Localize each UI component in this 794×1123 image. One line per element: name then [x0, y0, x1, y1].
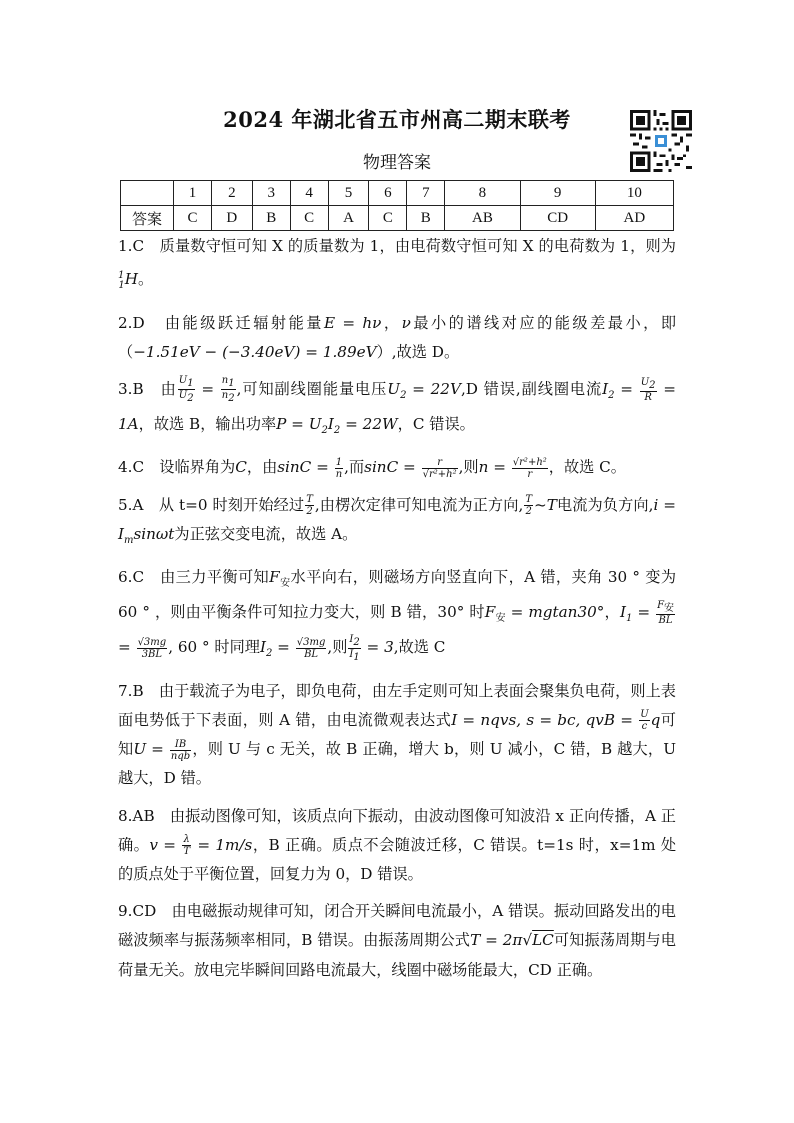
solution-text: ，则 U 与 c 无关，故 B 正确，增大 b，则 U 减小，C 错，B 越大，U 越大，D 错。	[118, 740, 676, 788]
question-number-cell: 6	[369, 181, 407, 206]
solution-2	[118, 309, 676, 367]
solution-1	[118, 232, 676, 301]
solution-text: ,由楞次定律可知电流为正方向,	[314, 495, 524, 514]
question-number-cell: 1	[174, 181, 212, 206]
question-number-cell: 2	[211, 181, 252, 206]
formula-nu: ν	[401, 313, 411, 332]
solution-text: ,D 错误,副线圈电流	[460, 379, 603, 398]
answer-table-header-row	[121, 181, 674, 206]
formula-wave-speed: v = $\frac{\lambda}{T}$ = 1m/s	[149, 834, 253, 858]
solution-text: ，C 错误。	[397, 415, 475, 434]
question-number-cell: 8	[445, 181, 520, 206]
question-number-cell: 3	[252, 181, 290, 206]
question-number-cell: 9	[520, 181, 595, 206]
answer-cell: B	[407, 206, 445, 231]
qr-code-icon	[630, 110, 692, 172]
solution-text: 5.A 从 t=0 时刻开始经过	[118, 495, 305, 514]
formula-hydrogen: $^1_1$H	[118, 270, 138, 292]
document-subtitle: 物理答案	[363, 153, 431, 173]
formula-sinc-2: sinC = $\frac{r}{\text{√r²+h²}}$	[364, 456, 457, 480]
answer-cell: A	[328, 206, 369, 231]
solution-6	[118, 563, 676, 669]
document-title: 2024 年湖北省五市州高二期末联考	[223, 107, 571, 132]
answer-cell: C	[174, 206, 212, 231]
formula-sinc-1: sinC = $\frac{1}{n}$	[277, 456, 343, 480]
solution-text: 。	[138, 270, 154, 289]
solution-text: ，由	[246, 458, 278, 477]
solutions-body	[118, 232, 676, 993]
answer-cell: C	[369, 206, 407, 231]
formula-i1: $I_1$ = $\frac{F_安}{BL}$ = $\frac{√3mg}{3BL}$	[118, 600, 675, 660]
solution-text: ，故选 C。	[548, 458, 626, 477]
answer-cell: AD	[595, 206, 673, 231]
solution-3	[118, 375, 676, 445]
formula-f-an: $F_安$	[269, 568, 291, 590]
solution-text: ,故选 C	[393, 638, 446, 657]
solution-5	[118, 491, 676, 555]
question-number-cell: 7	[407, 181, 445, 206]
solution-text: 1.C 质量数守恒可知 X 的质量数为 1，由电荷数守恒可知 X 的电荷数为 1，则为	[118, 237, 676, 255]
formula-f-an-tan: $F_安 = mgtan30^\circ$	[484, 603, 605, 625]
formula-photon-energy: E = hν	[323, 313, 382, 332]
solution-text: 8.AB 由振动图像可知，该质点向下振动，由波动图像可知波沿 x 正向传播，A 正确。	[118, 806, 676, 854]
formula-current: $i = I_m\sin\omega t$	[118, 495, 677, 546]
solution-4	[118, 453, 676, 482]
answer-table-answer-row	[121, 206, 674, 231]
table-corner-cell	[121, 181, 174, 206]
formula-lc-period: T = 2π√LC	[470, 931, 554, 950]
solution-text: 可知	[118, 710, 676, 759]
solution-text: 4.C 设临界角为	[118, 458, 236, 477]
answer-cell: C	[290, 206, 328, 231]
formula-current-micro: I = nqvs, s = bc, qvB = $\frac{U}{c}$ q	[451, 709, 661, 733]
solution-text: 电流为负方向,	[556, 495, 654, 514]
answer-table	[120, 180, 674, 231]
formula-power: $P = U_2I_2 = 22W$	[276, 415, 398, 437]
solution-text: 9.CD 由电磁振动规律可知，闭合开关瞬间电流最小，A 错误。振动回路发出的电磁波频率与振荡频率相同，B 错误。由振荡周期公式	[118, 902, 676, 950]
formula-period-range: $\frac{T}{2}$ ~T	[525, 494, 557, 518]
solution-text: 水平向右，则磁场方向竖直向下，A 错，夹角 30 ° 变为 60 ° ，则由平衡条件可知拉力变大，则 B 错，30° 时	[118, 568, 677, 622]
formula-half-period: $\frac{T}{2}$	[306, 494, 313, 518]
solution-text: 3.B 由	[118, 379, 177, 398]
solution-8	[118, 802, 676, 890]
formula-energy-diff: −1.51eV − (−3.40eV) = 1.89eV	[133, 342, 377, 361]
solution-text: 6.C 由三力平衡可知	[118, 568, 270, 587]
solution-text: ，B 正确。质点不会随波迁移，C 错误。t=1s 时，x=1m 处的质点处于平衡位置，回复力为 0，D 错误。	[118, 835, 677, 883]
solution-text: ,则	[458, 458, 479, 477]
solution-text: ）,故选 D。	[376, 342, 460, 361]
solution-text: 7.B 由于载流子为电子，即负电荷，由左手定则可知上表面会聚集负电荷，则上表面电势低于下表面，则 A 错，由电流微观表达式	[118, 681, 676, 729]
solution-text: ,可知副线圈能量电压	[236, 379, 388, 398]
formula-turns-ratio: $\frac{U_1}{U_2}$ = $\frac{n_1}{n_2}$	[178, 375, 235, 405]
solution-text: ,则	[327, 638, 348, 657]
answer-cell: B	[252, 206, 290, 231]
solution-text: 2.D 由能级跃迁辐射能量	[118, 313, 324, 332]
answer-row-label: 答案	[121, 206, 174, 231]
question-number-cell: 5	[328, 181, 369, 206]
formula-i2: $I_2$ = $\frac{U_2}{R}$ = 1A	[118, 376, 676, 434]
solution-text: 可知振荡周期与电荷量无关。放电完毕瞬间回路电流最大，线圈中磁场能最大，CD 正确。	[118, 931, 676, 979]
formula-i2-60: $I_2$ = $\frac{√3mg}{BL}$	[259, 636, 326, 660]
solution-text: ，故选 B，输出功率	[138, 415, 277, 434]
solution-text: ，	[604, 603, 620, 622]
solution-9	[118, 897, 676, 985]
formula-hall-voltage: U = $\frac{IB}{\text{nqb}}$	[133, 738, 191, 762]
solution-text: 最小的谱线对应的能级差最小，即（	[118, 313, 677, 361]
formula-n: n = $\frac{\text{√r²+h²}}{r}$	[478, 456, 547, 480]
solution-text: , 60 ° 时同理	[168, 638, 260, 657]
solution-7	[118, 677, 676, 794]
answer-cell: D	[211, 206, 252, 231]
answer-cell: CD	[520, 206, 595, 231]
solution-text: ，	[381, 313, 402, 332]
formula-c: C	[235, 458, 247, 477]
formula-u2: $U_2 = 22V$	[387, 379, 461, 401]
solution-text: 为正弦交变电流，故选 A。	[174, 524, 358, 543]
question-number-cell: 10	[595, 181, 673, 206]
answer-cell: AB	[445, 206, 520, 231]
solution-text: ,而	[344, 458, 365, 477]
question-number-cell: 4	[290, 181, 328, 206]
formula-ratio: $\frac{I_2}{I_1}$ = 3	[349, 633, 394, 663]
